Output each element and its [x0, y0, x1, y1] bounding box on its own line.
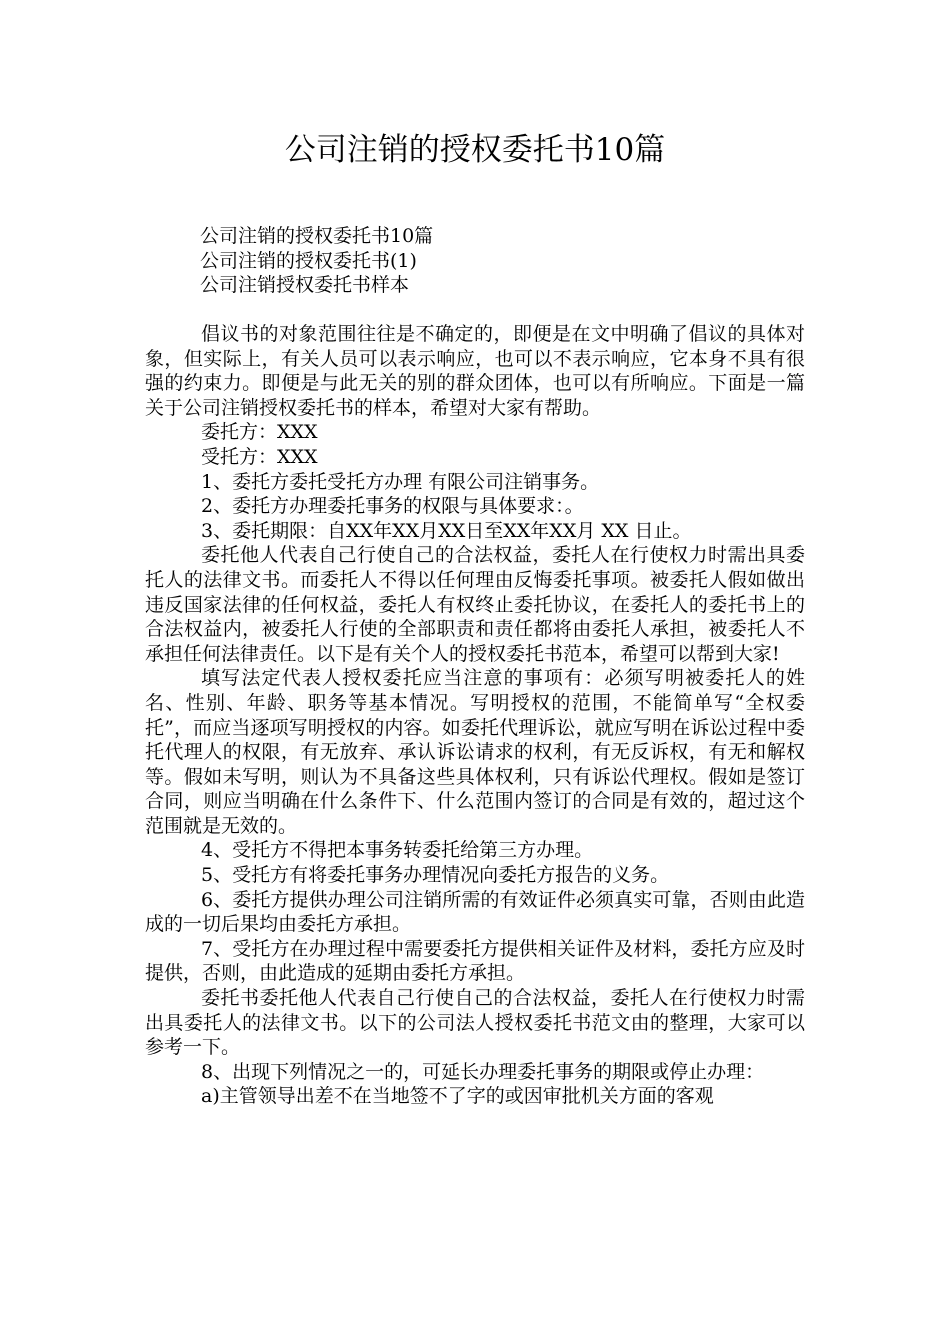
paragraph-item-4: 4、受托方不得把本事务转委托给第三方办理。: [201, 839, 594, 862]
paragraph-item-7: 7、受托方在办理过程中需要委托方提供相关证件及材料，委托方应及时提供，否则，由此造成的延期由委托方承担。: [145, 937, 805, 985]
paragraph-agent: 受托方：XXX: [201, 445, 318, 468]
subheading-2: 公司注销的授权委托书(1): [200, 249, 417, 272]
paragraph-item-8a: a)主管领导出差不在当地签不了字的或因审批机关方面的客观: [201, 1085, 714, 1108]
paragraph-item-3: 3、委托期限：自XX年XX月XX日至XX年XX月 XX 日止。: [201, 519, 692, 542]
paragraph-item-1: 1、委托方委托受托方办理 有限公司注销事务。: [201, 470, 600, 493]
paragraph-item-8: 8、出现下列情况之一的，可延长办理委托事务的期限或停止办理：: [201, 1060, 765, 1083]
paragraph-item-2: 2、委托方办理委托事务的权限与具体要求：。: [201, 495, 584, 518]
document-title: 公司注销的授权委托书10篇: [284, 132, 666, 168]
document-body: [145, 322, 805, 1109]
paragraph-item-5: 5、受托方有将委托事务办理情况向委托方报告的义务。: [201, 864, 670, 887]
paragraph-delegation-note: 委托他人代表自己行使自己的合法权益，委托人在行使权力时需出具委托人的法律文书。而委托人不得以任何理由反悔委托事项。被委托人假如做出违反国家法律的任何权益，委托人有权终止委托协议，在委托人的委托书上的合法权益内，被委托人行使的全部职责和责任都将由委托人承担，被委托人不承担任何法律责任。以下是有关个人的授权委托书范本，希望可以帮到大家!: [145, 544, 805, 665]
paragraph-item-6: 6、委托方提供办理公司注销所需的有效证件必须真实可靠，否则由此造成的一切后果均由委托方承担。: [145, 888, 805, 936]
paragraph-intro: 倡议书的对象范围往往是不确定的，即便是在文中明确了倡议的具体对象，但实际上，有关人员可以表示响应，也可以不表示响应，它本身不具有很强的约束力。即便是与此无关的别的群众团体，也可以有所响应。下面是一篇关于公司注销授权委托书的样本，希望对大家有帮助。: [145, 323, 805, 419]
subheading-3: 公司注销授权委托书样本: [200, 274, 410, 296]
paragraph-filling-notes: 填写法定代表人授权委托应当注意的事项有：必须写明被委托人的姓名、性别、年龄、职务等基本情况。写明授权的范围，不能简单写“全权委托”，而应当逐项写明授权的内容。如委托代理诉讼，就应写明在诉讼过程中委托代理人的权限，有无放弃、承认诉讼请求的权利，有无反诉权，有无和解权等。假如未写明，则认为不具备这些具体权利，只有诉讼代理权。假如是签订合同，则应当明确在什么条件下、什么范围内签订的合同是有效的，超过这个范围就是无效的。: [145, 667, 805, 837]
paragraph-template-note: 委托书委托他人代表自己行使自己的合法权益，委托人在行使权力时需出具委托人的法律文书。以下的公司法人授权委托书范文由的整理，大家可以参考一下。: [145, 987, 805, 1059]
paragraph-principal: 委托方：XXX: [201, 421, 318, 444]
subheading-1: 公司注销的授权委托书10篇: [200, 225, 434, 247]
